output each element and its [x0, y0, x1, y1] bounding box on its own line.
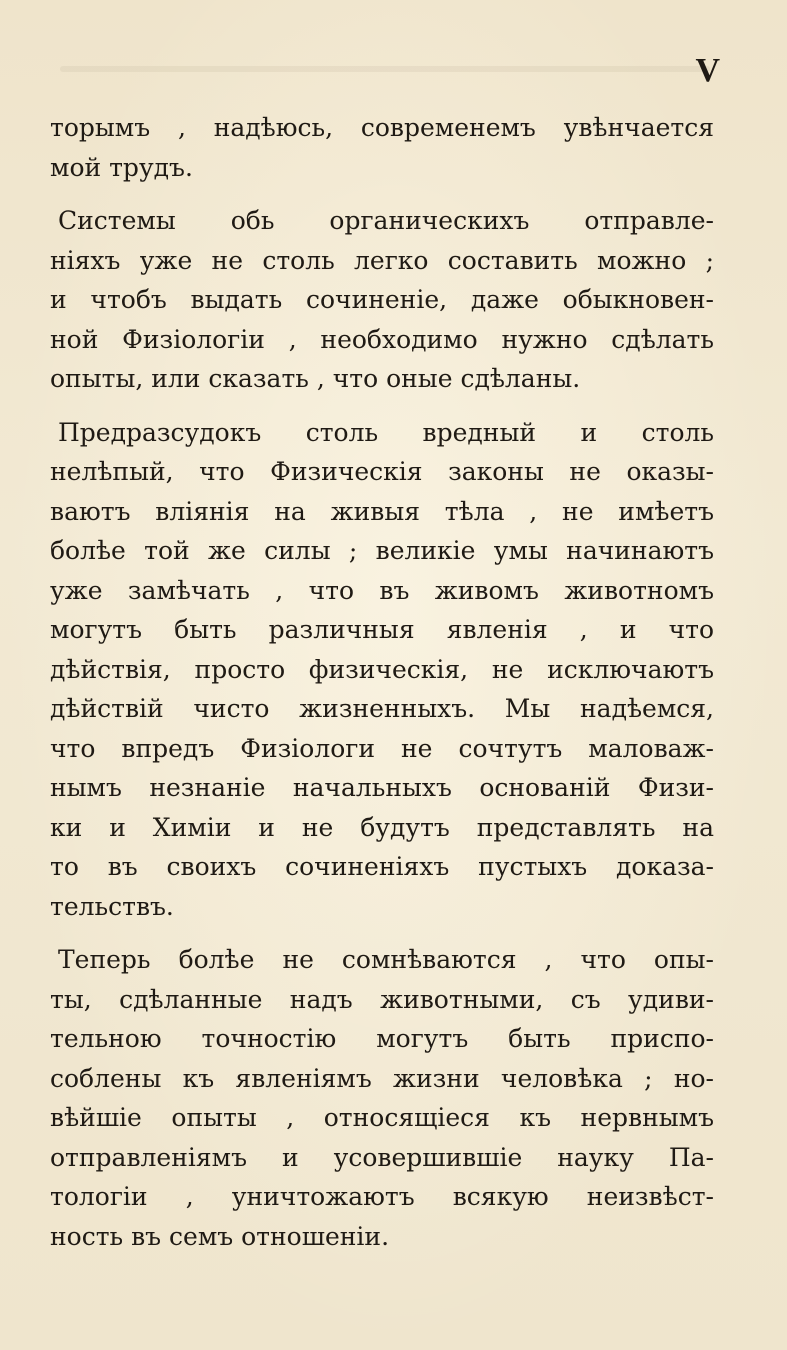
text-line: торымъ , надѣюсь, современемъ увѣнчается — [50, 113, 714, 142]
text-line: то въ своихъ сочиненiяхъ пустыхъ доказа- — [50, 852, 714, 881]
paragraph — [50, 940, 714, 1256]
text-line: нымъ незнанiе начальныхъ основанiй Физи- — [50, 773, 714, 802]
text-line: могутъ быть различныя явленiя , и что — [50, 615, 714, 644]
show-through-text — [60, 66, 710, 72]
text-line: Теперь болѣе не сомнѣваются , что опы- — [58, 945, 714, 974]
text-line: ной Физiологiи , необходимо нужно сдѣлать — [50, 324, 714, 354]
paragraph — [50, 201, 714, 399]
paragraph — [50, 413, 714, 927]
text-line: тологiи , уничтожаютъ всякую неизвѣст- — [50, 1182, 714, 1211]
paragraph-gap — [50, 926, 714, 940]
text-line: ки и Химiи и не будутъ представлять на — [50, 812, 714, 842]
text-line: отправленiямъ и усовершившiе науку Па- — [50, 1142, 714, 1172]
text-line: уже замѣчать , что въ живомъ животномъ — [50, 575, 714, 605]
text-line: ность въ семъ отношенiи. — [50, 1221, 390, 1251]
text-line: вѣйшiе опыты , относящiеся къ нервнымъ — [50, 1103, 714, 1132]
text-line: тельствъ. — [50, 891, 174, 921]
text-line: что впредъ Физiологи не сочтутъ маловаж- — [50, 733, 714, 763]
text-line: Предразсудокъ столь вредный и столь — [58, 417, 714, 447]
text-line: ты, сдѣланные надъ животными, съ удиви- — [50, 984, 714, 1014]
text-line: тельною точностiю могутъ быть приспо- — [50, 1024, 714, 1053]
text-line: дѣйствiя, просто физическiя, не исключаютъ — [50, 654, 714, 684]
paragraph-gap — [50, 399, 714, 413]
paragraph — [50, 108, 714, 187]
text-line: нелѣпый, что Физическiя законы не оказы- — [50, 457, 714, 486]
text-line: соблены къ явленiямъ жизни человѣка ; но- — [50, 1063, 714, 1093]
text-line: мой трудъ. — [50, 152, 193, 182]
text-line: опыты, или сказать , что оные сдѣланы. — [50, 364, 581, 393]
paragraph-gap — [50, 187, 714, 201]
text-line: ваютъ влiянiя на живыя тѣла , не имѣетъ — [50, 496, 714, 526]
body-text — [50, 108, 714, 1256]
page-number: V — [695, 52, 720, 89]
text-line: нiяхъ уже не столь легко составить можно ; — [50, 245, 714, 275]
text-line: и чтобъ выдать сочиненiе, даже обыкновен- — [50, 285, 714, 314]
text-line: болѣе той же силы ; великiе умы начинаютъ — [50, 536, 714, 565]
text-line: дѣйствiй чисто жизненныхъ. Мы надѣемся, — [50, 694, 714, 723]
text-line: Системы обь органическихъ отправле- — [58, 206, 714, 235]
